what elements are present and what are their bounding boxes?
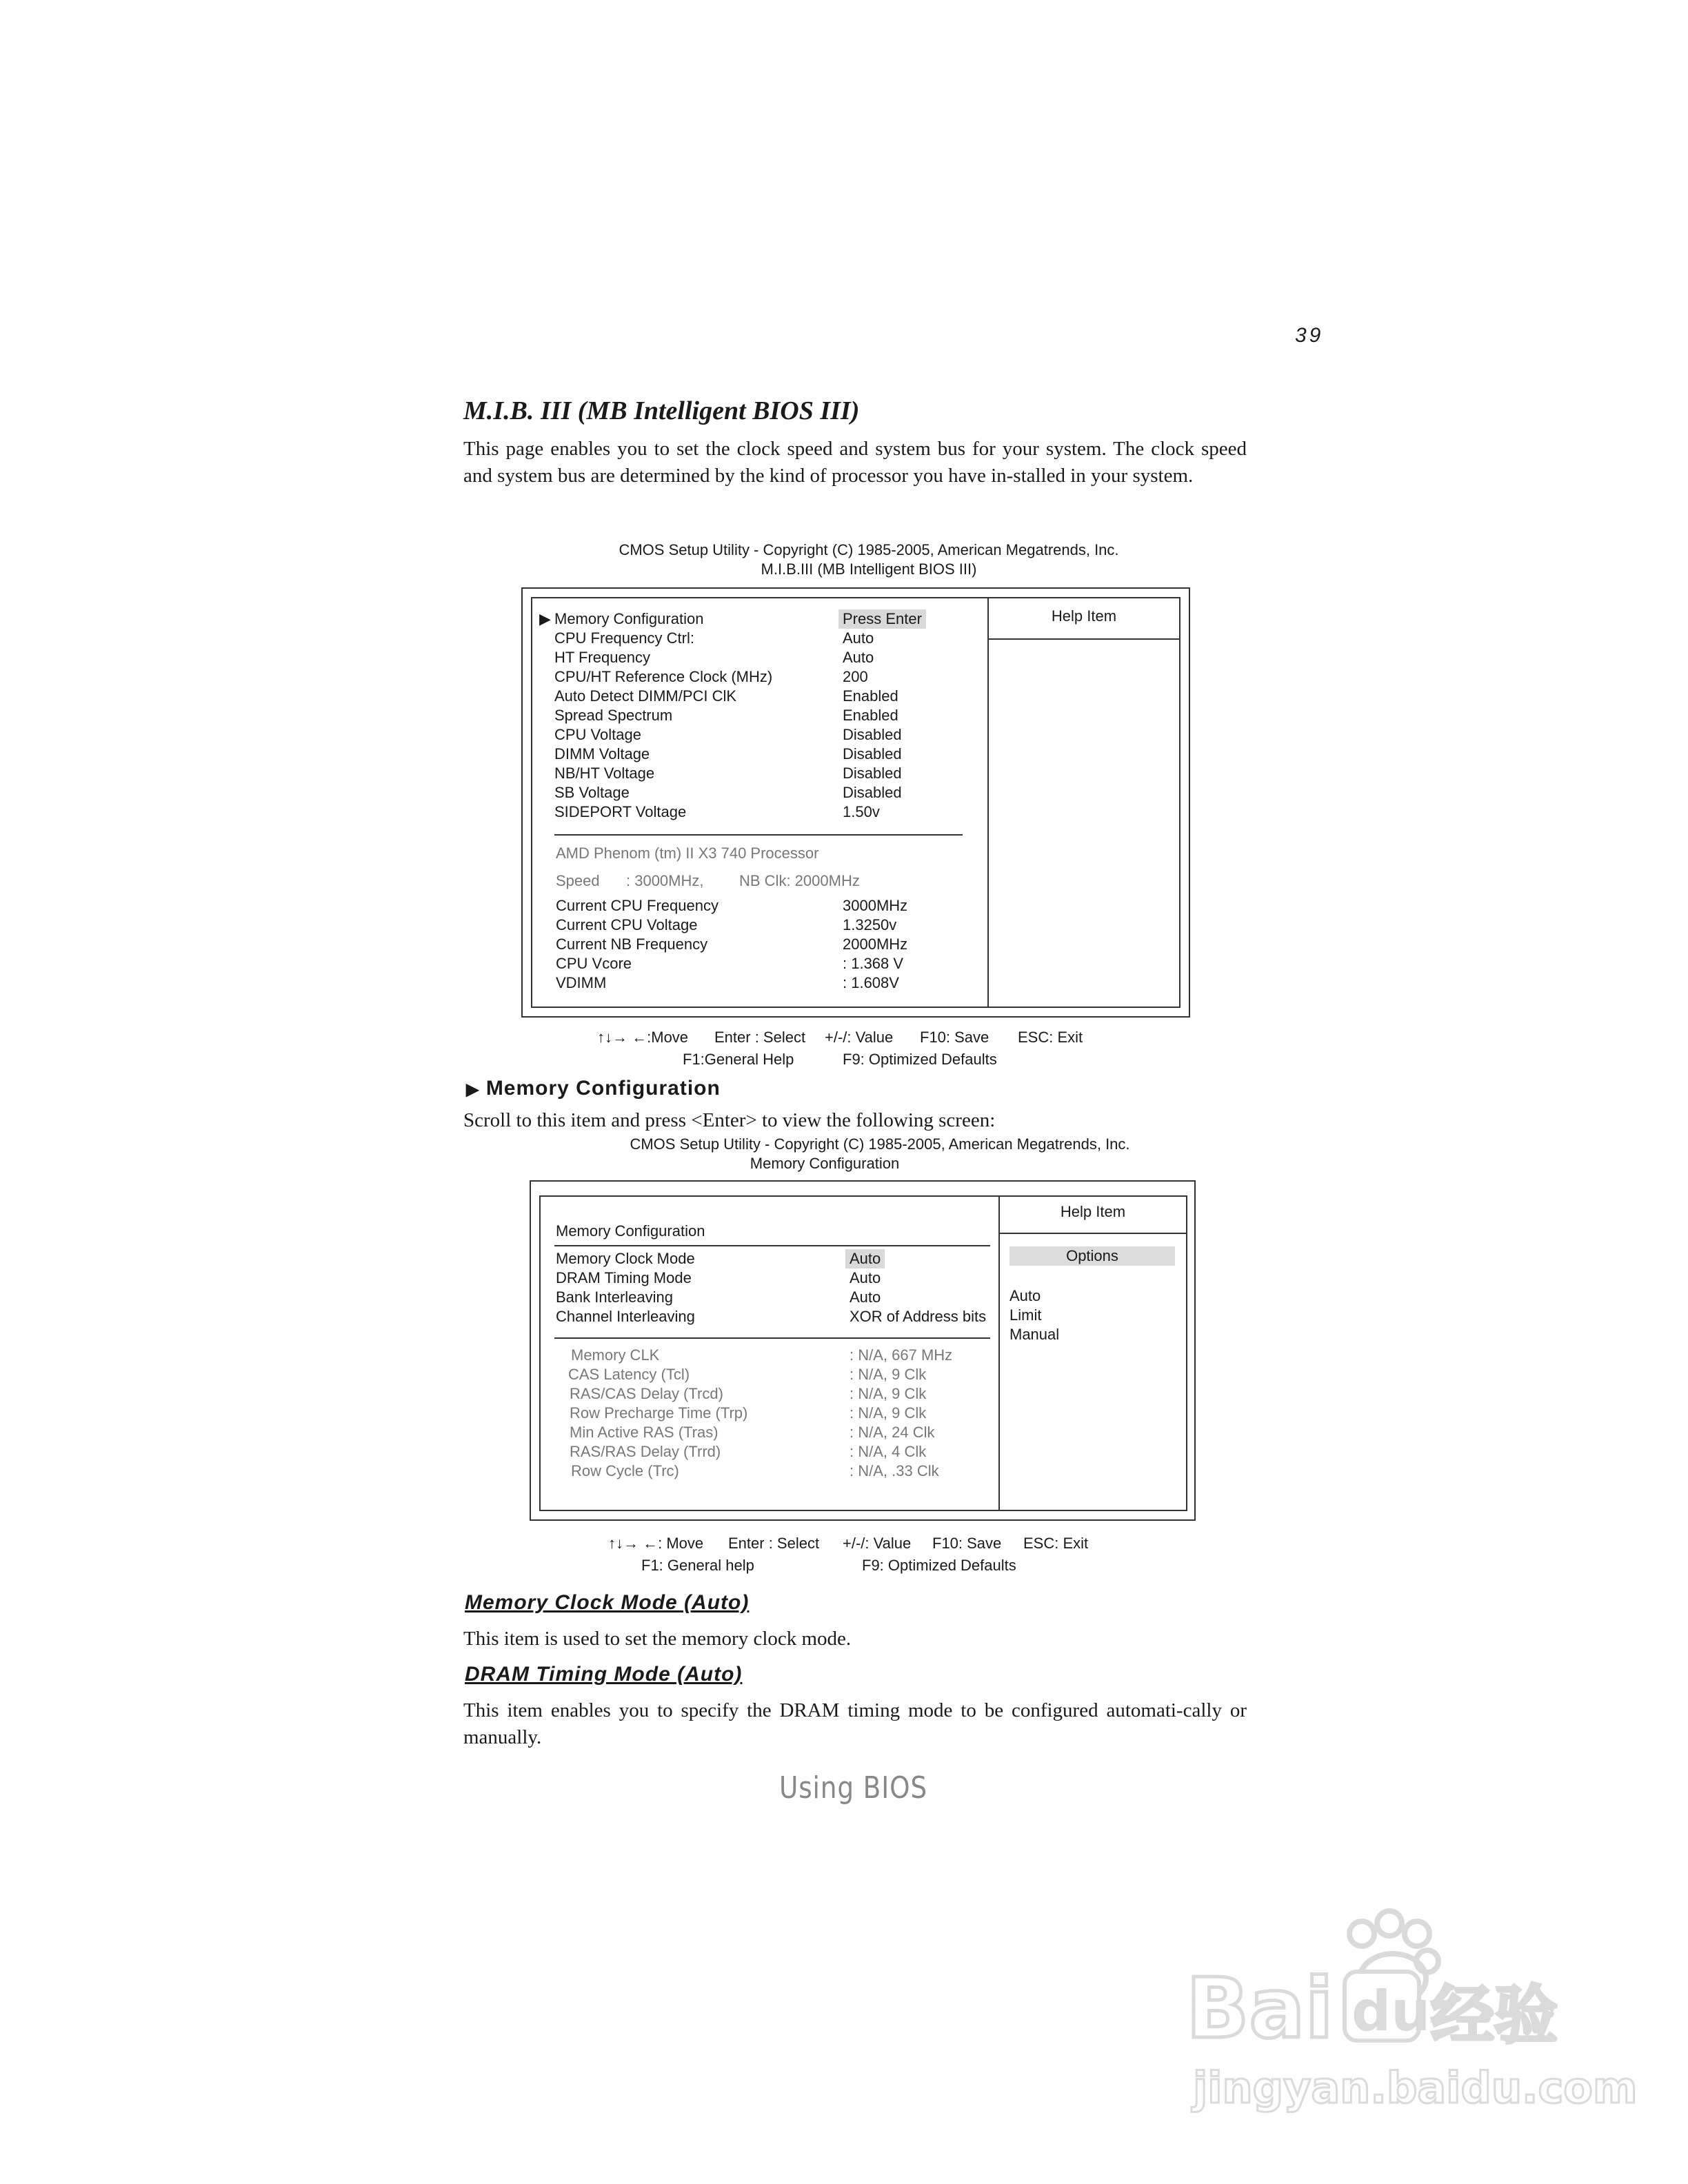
bios2-header-rule [554,1245,990,1246]
key-general-help: F1:General Help [683,1051,794,1068]
key-move: : Move [658,1535,704,1552]
submenu-arrow-icon: ▶ [539,610,551,627]
nb-clock: NB Clk: 2000MHz [739,872,860,889]
key-save: F10: Save [932,1535,1002,1552]
item-value[interactable]: Enabled [843,707,898,724]
bios1-separator [554,834,963,836]
option-manual[interactable]: Manual [1009,1326,1060,1343]
bios1-help-rule [989,638,1179,640]
bios2-caption-line1: CMOS Setup Utility - Copyright (C) 1985-2005, American Megatrends, Inc. [630,1135,1130,1153]
status-value: 1.3250v [843,916,897,933]
item-title-memory-clock-mode: Memory Clock Mode (Auto) [465,1591,750,1614]
item-value[interactable]: Disabled [843,726,902,743]
item-label: Auto Detect DIMM/PCI ClK [554,687,737,705]
bios2-caption-line2: Memory Configuration [750,1155,900,1172]
item-value[interactable]: Press Enter [838,609,926,629]
option-limit[interactable]: Limit [1009,1306,1042,1324]
item-label: Memory Clock Mode [556,1250,695,1267]
page-number: 39 [1295,324,1324,347]
item-value[interactable]: Disabled [843,784,902,801]
svg-text:Bai: Bai [1186,1961,1334,2057]
status-label: VDIMM [556,974,607,991]
section-title: M.I.B. III (MB Intelligent BIOS III) [463,396,860,425]
subsection-title [466,1077,721,1100]
timing-label: Min Active RAS (Tras) [570,1424,719,1441]
item-label: Memory Configuration [554,610,704,627]
status-value: 2000MHz [843,936,908,953]
arrow-keys-icon: ↑↓→ ← [608,1535,659,1552]
item-label: Channel Interleaving [556,1308,695,1325]
timing-label: Row Precharge Time (Trp) [570,1404,748,1422]
item-value[interactable]: Auto [845,1249,885,1268]
status-label: CPU Vcore [556,955,632,972]
triangle-right-icon: ▶ [466,1080,480,1099]
timing-value: : N/A, 9 Clk [850,1404,927,1422]
options-title: Options [1009,1246,1175,1266]
item-text-memory-clock-mode: This item is used to set the memory clock mode. [463,1628,852,1650]
option-auto[interactable]: Auto [1009,1287,1041,1304]
timing-label: RAS/RAS Delay (Trrd) [570,1443,721,1460]
key-exit: ESC: Exit [1018,1029,1083,1046]
item-label: CPU/HT Reference Clock (MHz) [554,668,773,685]
svg-text:经验: 经验 [1431,1979,1558,2052]
bios1-caption-line2: M.I.B.III (MB Intelligent BIOS III) [761,560,977,578]
timing-value: : N/A, 667 MHz [850,1346,953,1364]
status-value: : 1.368 V [843,955,904,972]
timing-label: RAS/CAS Delay (Trcd) [570,1385,723,1402]
timing-value: : N/A, 9 Clk [850,1385,927,1402]
key-general-help: F1: General help [641,1557,754,1574]
timing-value: : N/A, .33 Clk [850,1462,939,1479]
key-value: +/-/: Value [825,1029,894,1046]
status-label: Current CPU Frequency [556,897,719,914]
key-move: :Move [647,1029,689,1046]
svg-text:du: du [1352,1979,1431,2043]
bios1-help-title: Help Item [1051,607,1117,625]
speed-label: Speed [556,872,600,889]
svg-text:jingyan.baidu.com: jingyan.baidu.com [1193,2063,1638,2113]
subsection-text: Scroll to this item and press <Enter> to view the following screen: [463,1109,996,1131]
bios2-help-rule [1000,1233,1186,1234]
item-title-dram-timing-mode: DRAM Timing Mode (Auto) [465,1663,743,1686]
timing-label: Memory CLK [571,1346,660,1364]
status-label: Current CPU Voltage [556,916,698,933]
bios1-help-divider [987,597,989,1008]
item-value[interactable]: Disabled [843,765,902,782]
key-value: +/-/: Value [843,1535,912,1552]
key-optimized-defaults: F9: Optimized Defaults [843,1051,997,1068]
item-label: DRAM Timing Mode [556,1269,692,1286]
item-label: HT Frequency [554,649,650,666]
timing-value: : N/A, 24 Clk [850,1424,935,1441]
item-value[interactable]: Auto [843,649,874,666]
status-label: Current NB Frequency [556,936,708,953]
item-value[interactable]: Auto [850,1288,881,1306]
bios2-help-divider [998,1195,1000,1511]
bios2-header: Memory Configuration [556,1222,705,1240]
timing-value: : N/A, 9 Clk [850,1366,927,1383]
bios2-help-title: Help Item [1060,1203,1126,1220]
item-label: CPU Frequency Ctrl: [554,629,694,647]
timing-label: CAS Latency (Tcl) [568,1366,690,1383]
status-value: 3000MHz [843,897,908,914]
speed-value: : 3000MHz, [626,872,704,889]
bios2-key-legend [608,1535,1089,1553]
item-value[interactable]: 200 [843,668,868,685]
page-footer: Using BIOS [779,1770,927,1806]
baidu-watermark-logo [1179,1903,1638,2116]
key-exit: ESC: Exit [1023,1535,1089,1552]
item-value[interactable]: Disabled [843,745,902,762]
item-text-dram-timing-mode: This item enables you to specify the DRAM timing mode to be configured automati-cally or manually. [463,1699,1247,1748]
arrow-keys-icon: ↑↓→ ← [597,1029,647,1046]
bios2-screen [530,1180,1196,1521]
timing-value: : N/A, 4 Clk [850,1443,927,1460]
item-label: SIDEPORT Voltage [554,803,687,820]
item-value[interactable]: XOR of Address bits [850,1308,987,1325]
item-label: NB/HT Voltage [554,765,655,782]
bios2-separator [554,1337,990,1339]
timing-label: Row Cycle (Trc) [571,1462,679,1479]
processor-name: AMD Phenom (tm) II X3 740 Processor [556,845,819,862]
subsection-title-text: Memory Configuration [485,1077,721,1100]
item-label: Spread Spectrum [554,707,673,724]
item-value[interactable]: Auto [843,629,874,647]
item-label: CPU Voltage [554,726,641,743]
item-value[interactable]: Enabled [843,687,898,705]
status-value: : 1.608V [843,974,899,991]
bios1-caption-line1: CMOS Setup Utility - Copyright (C) 1985-2005, American Megatrends, Inc. [619,541,1119,558]
bios1-screen [521,587,1190,1018]
key-save: F10: Save [920,1029,989,1046]
item-value[interactable]: 1.50v [843,803,880,820]
key-select: Enter : Select [714,1029,806,1046]
item-label: SB Voltage [554,784,630,801]
item-label: Bank Interleaving [556,1288,673,1306]
item-value[interactable]: Auto [850,1269,881,1286]
item-label: DIMM Voltage [554,745,650,762]
key-select: Enter : Select [728,1535,820,1552]
section-intro: This page enables you to set the clock speed and system bus for your system. The clock speed and system bus are determined by the kind of processor you have in-stalled in your system. [463,438,1247,487]
bios1-key-legend [597,1029,1083,1046]
key-optimized-defaults: F9: Optimized Defaults [862,1557,1016,1574]
